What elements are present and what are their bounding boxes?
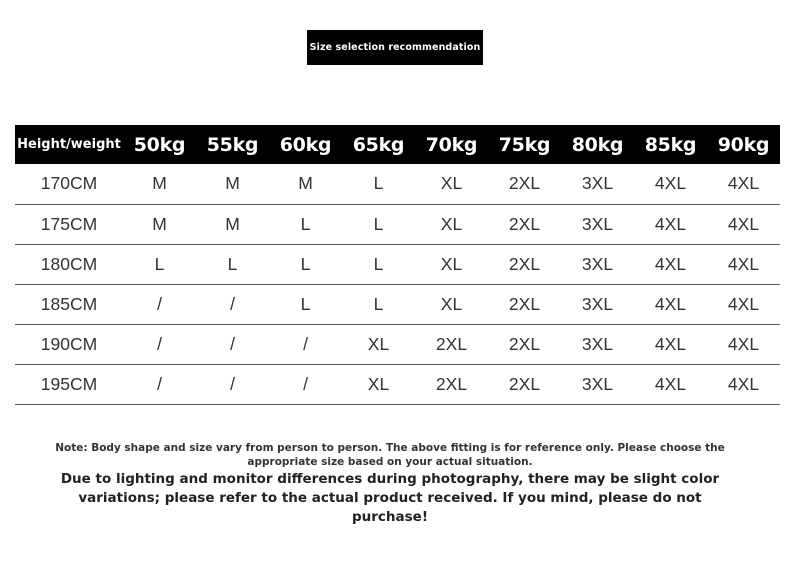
size-cell: 4XL (654, 253, 687, 274)
size-cell: / (303, 333, 308, 354)
size-chart-table (15, 125, 780, 405)
weight-header: 75kg (498, 133, 551, 156)
size-cell: 4XL (727, 373, 760, 394)
size-cell: 2XL (508, 333, 541, 354)
size-cell: L (373, 173, 384, 194)
size-cell: / (230, 373, 235, 394)
size-cell: 4XL (727, 173, 760, 194)
size-cell: L (373, 213, 384, 234)
size-cell: 3XL (581, 333, 614, 354)
weight-header: 90kg (717, 133, 770, 156)
size-recommendation-badge: Size selection recommendation (307, 30, 483, 65)
size-cell: M (225, 213, 240, 234)
corner-label: Height/weight (17, 137, 121, 152)
size-cell: 2XL (508, 173, 541, 194)
size-cell: L (227, 253, 238, 274)
size-cell: 4XL (654, 333, 687, 354)
size-cell: 4XL (654, 373, 687, 394)
height-cell: 170CM (40, 173, 98, 194)
height-cell: 190CM (40, 333, 98, 354)
size-cell: 4XL (654, 293, 687, 314)
table-header-row (15, 125, 780, 164)
size-cell: 3XL (581, 293, 614, 314)
table-row (15, 284, 780, 324)
size-cell: 3XL (581, 173, 614, 194)
height-cell: 175CM (40, 213, 98, 234)
size-cell: XL (440, 213, 463, 234)
size-cell: 4XL (727, 213, 760, 234)
size-cell: 2XL (508, 293, 541, 314)
size-cell: / (157, 333, 162, 354)
table-row (15, 244, 780, 284)
weight-header: 70kg (425, 133, 478, 156)
size-cell: / (157, 373, 162, 394)
size-cell: 3XL (581, 253, 614, 274)
size-cell: L (154, 253, 165, 274)
size-cell: 3XL (581, 213, 614, 234)
weight-header: 65kg (352, 133, 405, 156)
weight-header: 55kg (206, 133, 259, 156)
height-cell: 195CM (40, 373, 98, 394)
table-row (15, 204, 780, 244)
size-cell: 4XL (727, 293, 760, 314)
size-cell: / (230, 293, 235, 314)
size-cell: L (373, 293, 384, 314)
size-cell: M (152, 213, 167, 234)
size-cell: 4XL (727, 333, 760, 354)
fitting-note: Note: Body shape and size vary from person to person. The above fitting is for reference only. Please choose the appropriate size based on your actual situation. (55, 442, 725, 468)
size-cell: 4XL (727, 253, 760, 274)
size-cell: XL (440, 253, 463, 274)
size-cell: 4XL (654, 213, 687, 234)
size-cell: 2XL (435, 333, 468, 354)
size-cell: XL (367, 333, 390, 354)
size-cell: 2XL (435, 373, 468, 394)
size-cell: L (373, 253, 384, 274)
size-cell: / (230, 333, 235, 354)
size-cell: L (300, 293, 311, 314)
size-cell: 2XL (508, 373, 541, 394)
weight-header: 50kg (133, 133, 186, 156)
size-cell: 4XL (654, 173, 687, 194)
size-cell: M (298, 173, 313, 194)
size-cell: 3XL (581, 373, 614, 394)
table-row (15, 324, 780, 364)
size-cell: L (300, 213, 311, 234)
height-cell: 180CM (40, 253, 98, 274)
size-cell: XL (440, 173, 463, 194)
size-cell: XL (440, 293, 463, 314)
notes-block (40, 441, 740, 527)
size-cell: M (225, 173, 240, 194)
table-row (15, 164, 780, 204)
size-cell: 2XL (508, 213, 541, 234)
weight-header: 80kg (571, 133, 624, 156)
size-cell: L (300, 253, 311, 274)
table-row (15, 364, 780, 404)
size-cell: / (303, 373, 308, 394)
size-cell: M (152, 173, 167, 194)
weight-header: 85kg (644, 133, 697, 156)
size-cell: 2XL (508, 253, 541, 274)
color-variation-note: Due to lighting and monitor differences during photography, there may be slight color variations; please refer to the actual product received. If you mind, please do not purchase! (60, 471, 720, 525)
size-cell: / (157, 293, 162, 314)
weight-header: 60kg (279, 133, 332, 156)
height-cell: 185CM (40, 293, 98, 314)
size-cell: XL (367, 373, 390, 394)
